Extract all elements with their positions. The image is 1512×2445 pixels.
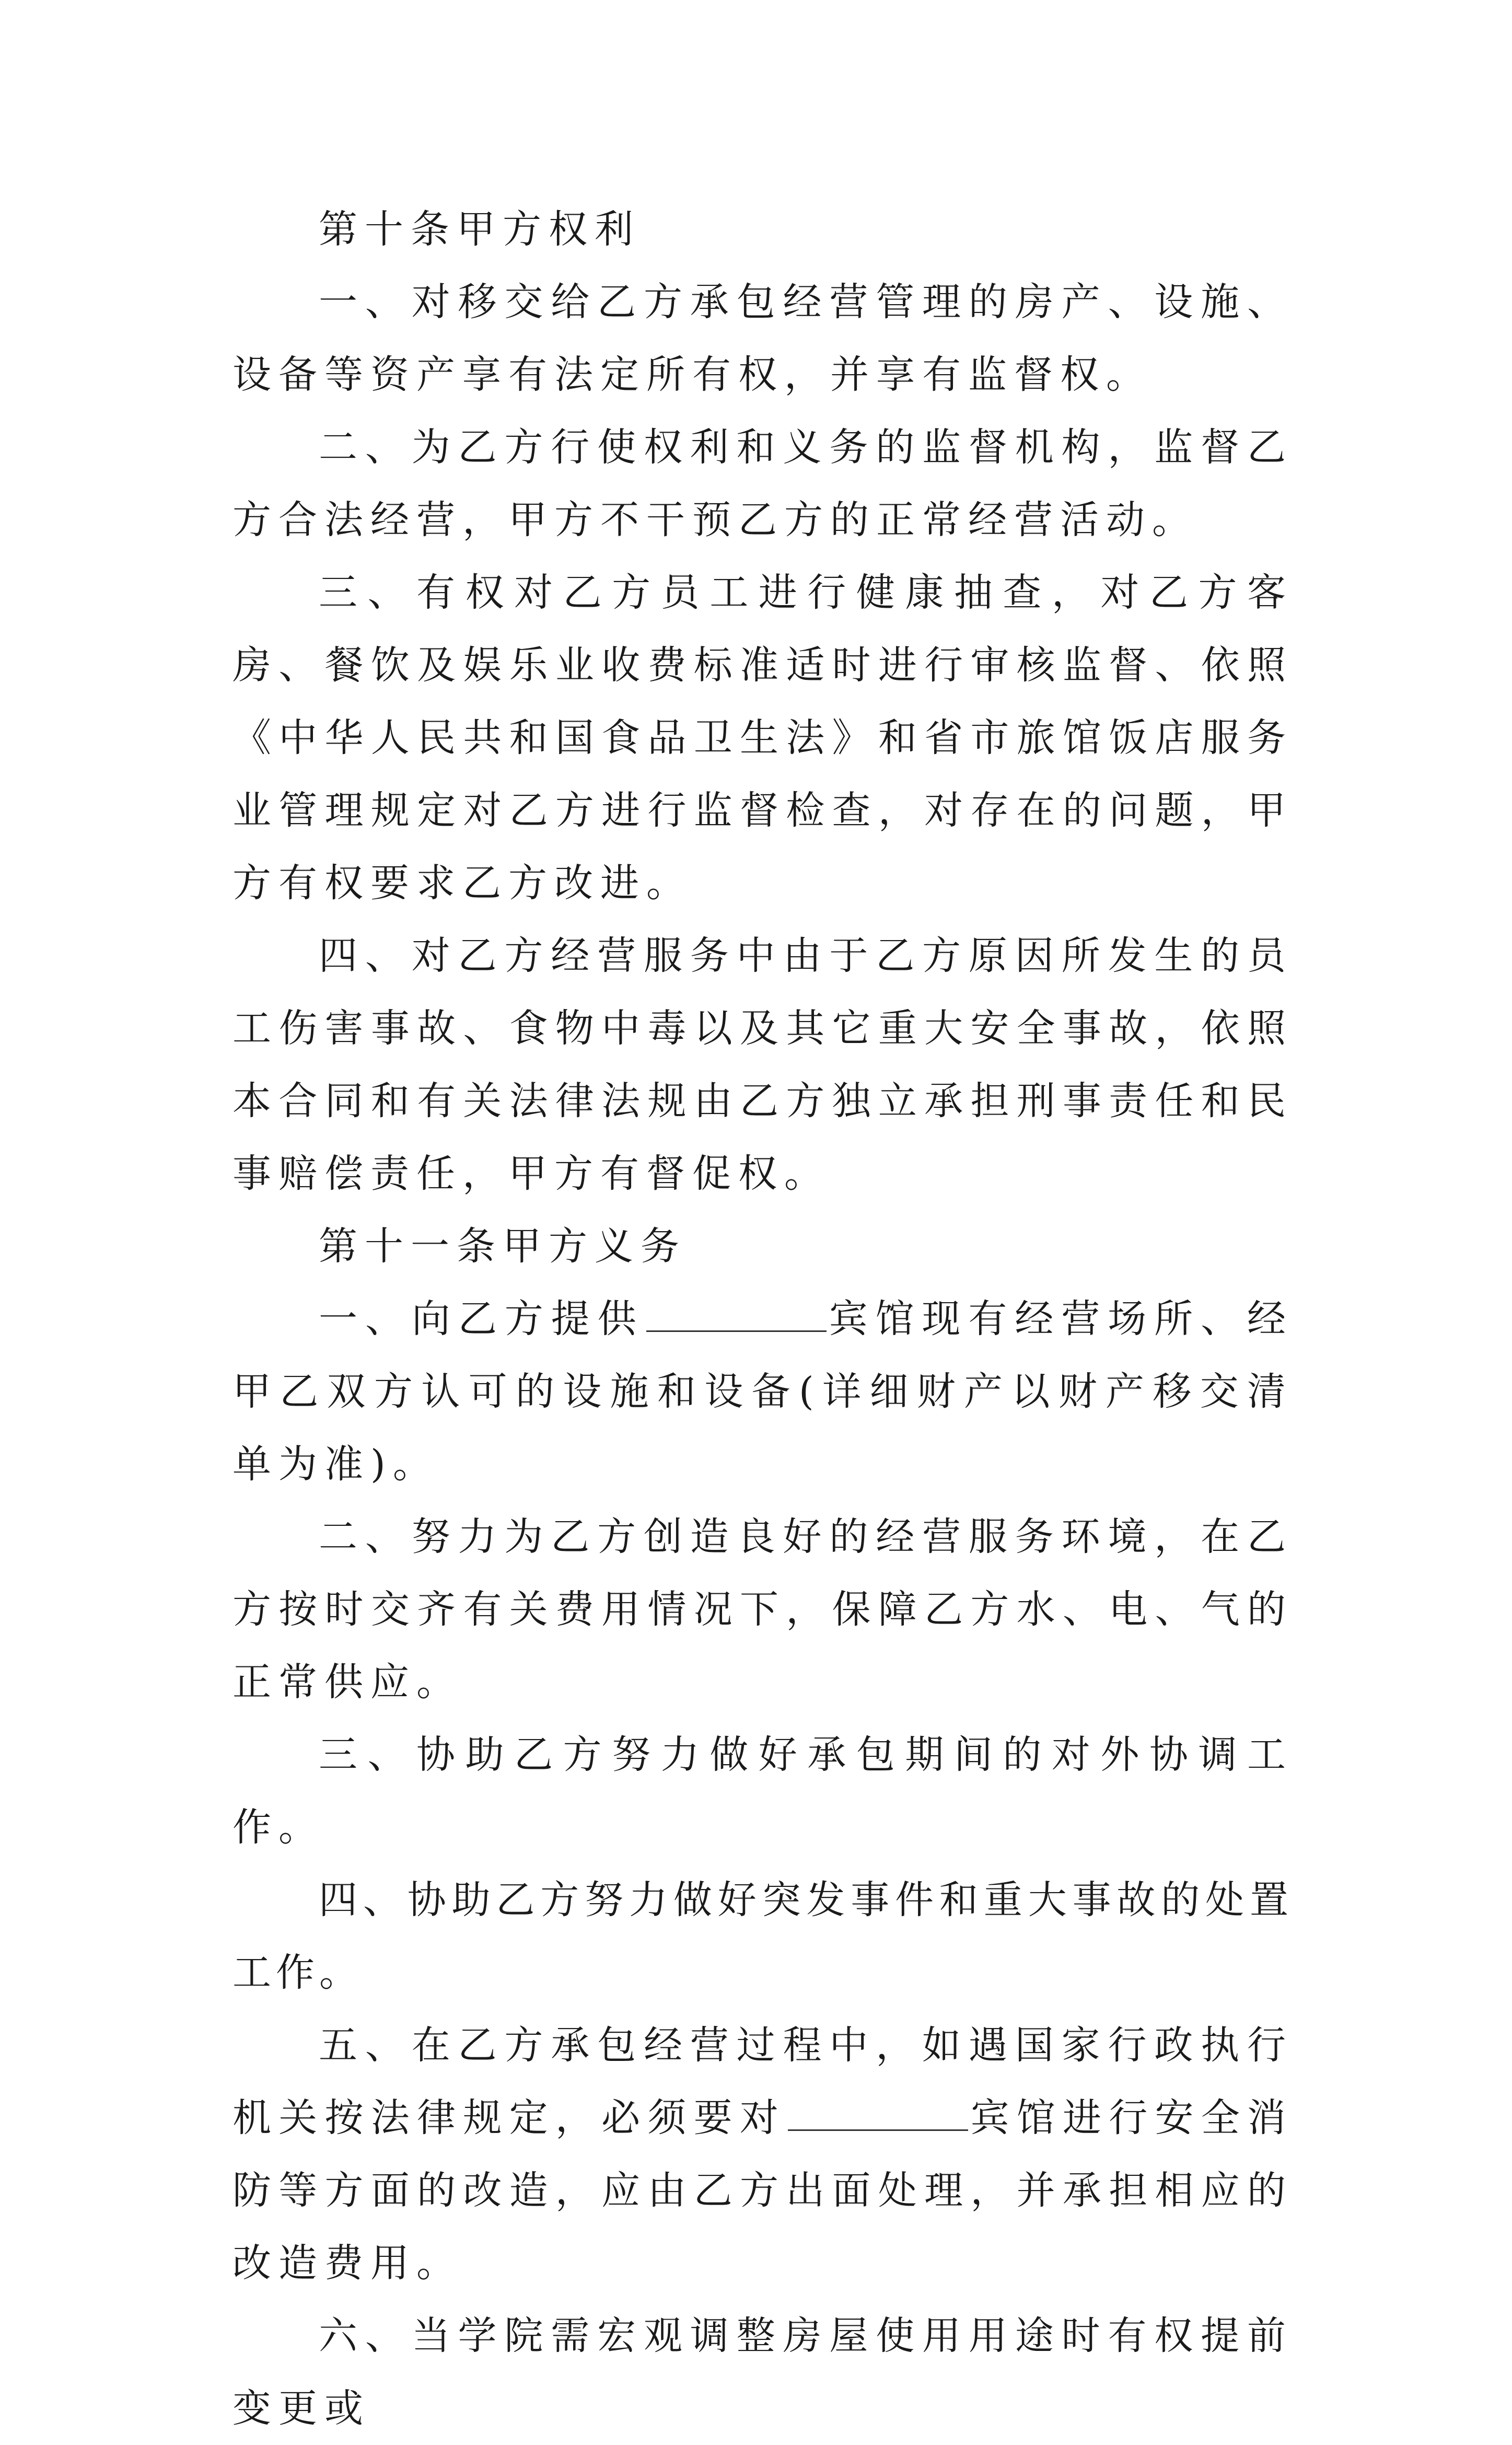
article-11-heading: 第十一条甲方义务 [319, 1224, 687, 1269]
article-11-item-4: 四、协助乙方努力做好突发事件和重大事故的处置工作。 [232, 1878, 1293, 1995]
article-11-item-1-end: 宾馆现有经营场所、经甲乙双方认可的设施和设备(详细财产以财产移交清单为准)。 [232, 1296, 1294, 1487]
article-10-item-4: 四、对乙方经营服务中由于乙方原因所发生的员工伤害事故、食物中毒以及其它重大安全事故，依照本合同和有关法律法规由乙方独立承担刑事责任和民事赔偿责任，甲方有督促权。 [232, 933, 1293, 1196]
article-10-item-2: 二、为乙方行使权利和义务的监督机构，监督乙方合法经营，甲方不干预乙方的正常经营活动。 [232, 425, 1293, 542]
article-11-item-5-end: 宾馆进行安全消防等方面的改造，应由乙方出面处理，并承担相应的改造费用。 [232, 2095, 1294, 2286]
article-11-item-1 [232, 1283, 1293, 1501]
article-11-item-6: 六、当学院需宏观调整房屋使用用途时有权提前变更或 [232, 2313, 1293, 2431]
article-10-item-1: 一、对移交给乙方承包经营管理的房产、设施、设备等资产享有法定所有权，并享有监督权。 [232, 280, 1293, 397]
article-11-item-3: 三、协助乙方努力做好承包期间的对外协调工作。 [232, 1732, 1293, 1850]
article-11-item-2: 二、努力为乙方创造良好的经营服务环境，在乙方按时交齐有关费用情况下，保障乙方水、电、气的正常供应。 [232, 1514, 1293, 1705]
article-11-item-1-start: 一、向乙方提供 [319, 1296, 644, 1341]
article-10-item-3: 三、有权对乙方员工进行健康抽查，对乙方客房、餐饮及娱乐业收费标准适时进行审核监督、依照《中华人民共和国食品卫生法》和省市旅馆饭店服务业管理规定对乙方进行监督检查，对存在的问题，甲方有权要求乙方改进。 [232, 570, 1293, 906]
article-11-item-5-start: 五、在乙方承包经营过程中，如遇国家行政执行机关按法律规定，必须要对 [232, 2023, 1293, 2140]
document-body [232, 193, 1293, 2445]
blank-underline [788, 2127, 968, 2131]
blank-underline [646, 1328, 827, 1332]
article-10-heading: 第十条甲方权利 [319, 207, 641, 252]
article-11-item-5 [232, 2009, 1293, 2300]
